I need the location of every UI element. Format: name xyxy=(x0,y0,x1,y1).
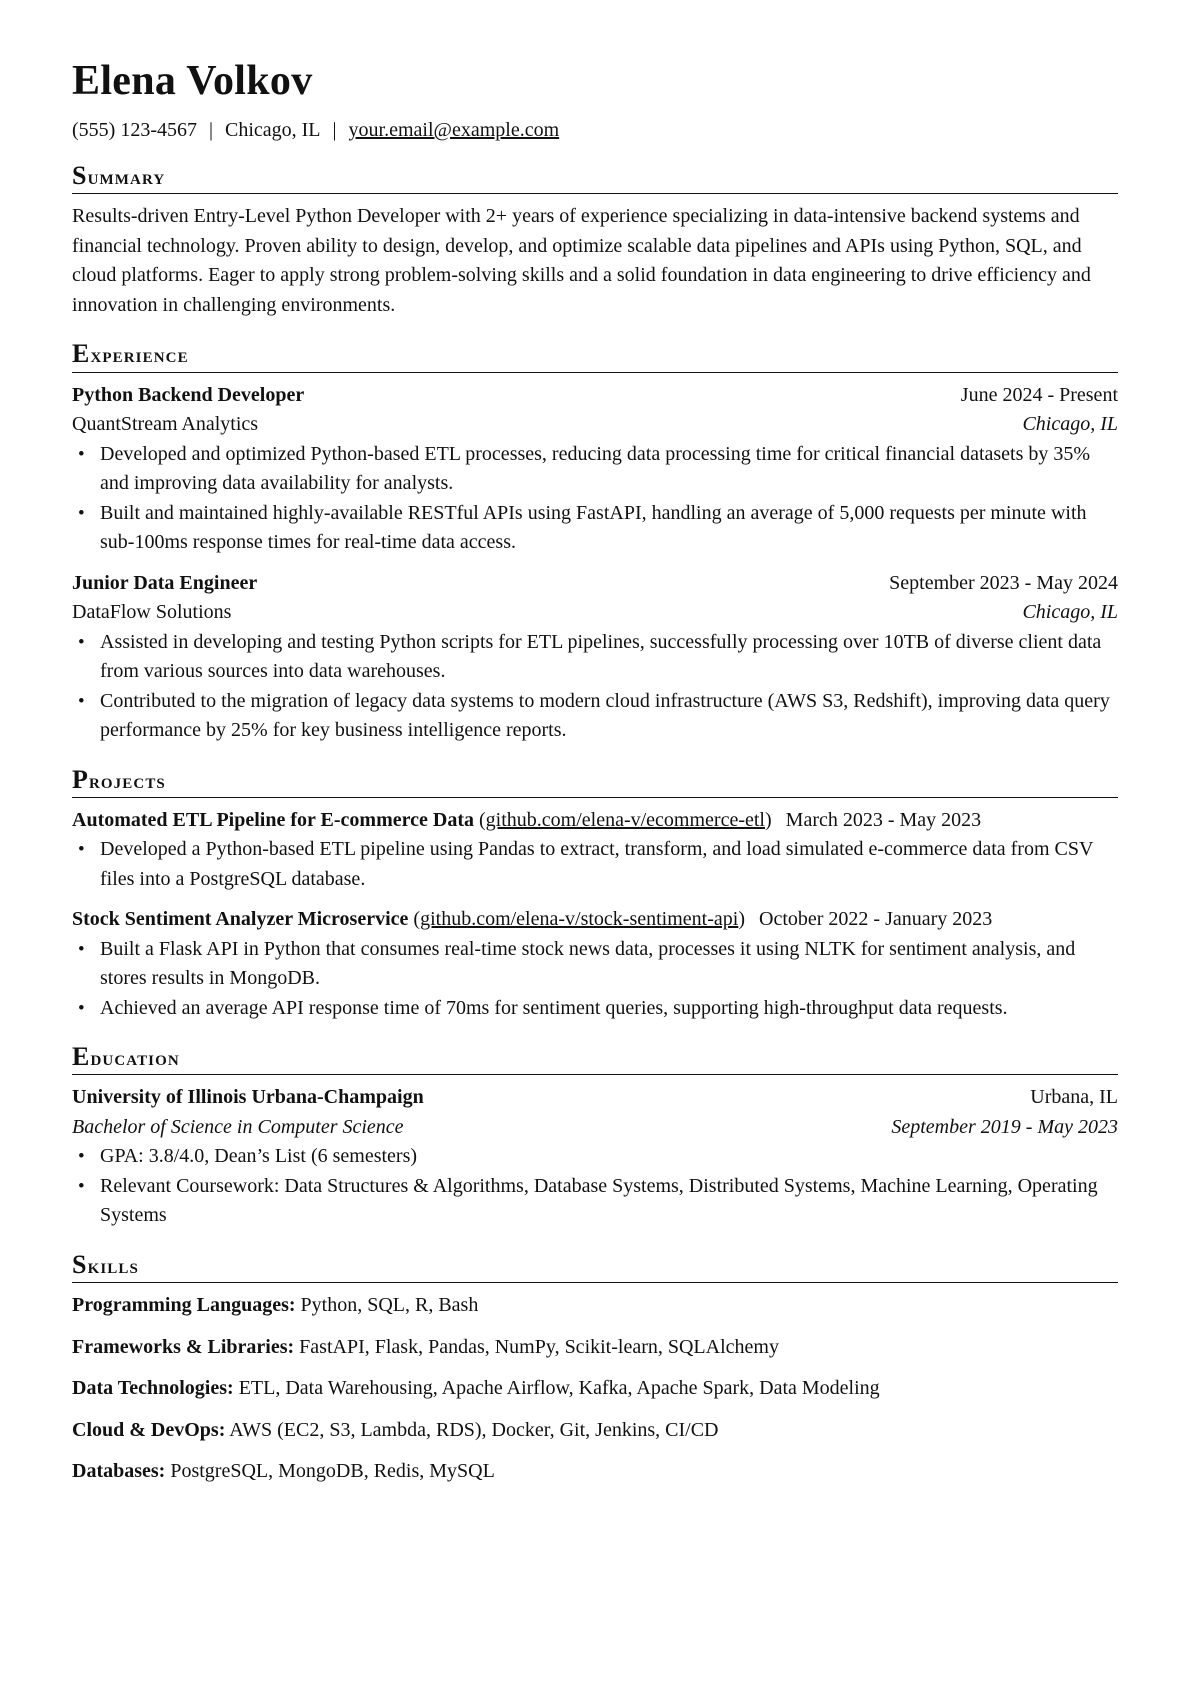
summary-text: Results-driven Entry-Level Python Developer with 2+ years of experience specializing in data-intensive backend systems and financial technology. Proven ability to design, develop, and optimize scalable data pipelines and APIs using Python, SQL, and cloud platforms. Eager to apply strong problem-solving skills and a solid foundation in data engineering to drive efficiency and innovation in challenging environments. xyxy=(72,205,1091,316)
skill-label: Databases: xyxy=(72,1460,166,1483)
location: Chicago, IL xyxy=(225,119,321,142)
education-dates: September 2019 - May 2023 xyxy=(891,1115,1118,1138)
list-item: • Contributed to the migration of legacy data systems to modern cloud infrastructure (AWS S3, Redshift), improving data query performance by 25% for key business intelligence reports. xyxy=(72,687,1118,746)
skill-value: Python, SQL, R, Bash xyxy=(300,1294,479,1317)
skill-line xyxy=(72,1291,1118,1321)
contact-separator: | xyxy=(332,119,337,142)
skill-label: Frameworks & Libraries: xyxy=(72,1335,295,1358)
job-company: DataFlow Solutions xyxy=(72,601,232,624)
contact-line xyxy=(72,118,1118,142)
skill-label: Data Technologies: xyxy=(72,1377,234,1400)
skill-label: Cloud & DevOps: xyxy=(72,1418,226,1441)
education-bullets xyxy=(72,1142,1118,1231)
job-location: Chicago, IL xyxy=(1022,601,1118,624)
contact-separator: | xyxy=(208,119,213,142)
job-dates: September 2023 - May 2024 xyxy=(889,571,1118,594)
project-entry xyxy=(72,905,1118,1023)
project-name: Automated ETL Pipeline for E-commerce Data xyxy=(72,808,474,831)
summary-section xyxy=(72,160,1118,320)
skill-line xyxy=(72,1374,1118,1404)
job-role: Junior Data Engineer xyxy=(72,571,258,594)
list-item: • GPA: 3.8/4.0, Dean’s List (6 semesters) xyxy=(72,1142,1118,1172)
skill-value: AWS (EC2, S3, Lambda, RDS), Docker, Git, Jenkins, CI/CD xyxy=(229,1418,719,1441)
candidate-name: Elena Volkov xyxy=(72,58,313,104)
education-entry xyxy=(72,1083,1118,1231)
job-bullets xyxy=(72,440,1118,558)
section-title-projects: Projects xyxy=(72,764,1118,798)
education-section xyxy=(72,1041,1118,1231)
list-item: • Relevant Coursework: Data Structures & Algorithms, Database Systems, Distributed Systems, Machine Learning, Operating Systems xyxy=(72,1172,1118,1231)
skill-label: Programming Languages: xyxy=(72,1294,296,1317)
skill-value: FastAPI, Flask, Pandas, NumPy, Scikit-learn, SQLAlchemy xyxy=(299,1335,779,1358)
phone: (555) 123-4567 xyxy=(72,119,197,142)
project-entry xyxy=(72,806,1118,895)
school-name: University of Illinois Urbana-Champaign xyxy=(72,1086,424,1109)
skill-value: PostgreSQL, MongoDB, Redis, MySQL xyxy=(170,1460,495,1483)
project-header: Stock Sentiment Analyzer Microservice (github.com/elena-v/stock-sentiment-api) October 2022 - January 2023 xyxy=(72,908,993,931)
list-item: • Developed and optimized Python-based ETL processes, reducing data processing time for critical financial datasets by 35% and improving data availability for analysts. xyxy=(72,440,1118,499)
section-title-education: Education xyxy=(72,1041,1118,1075)
project-link[interactable]: github.com/elena-v/stock-sentiment-api xyxy=(420,908,739,931)
list-item: • Achieved an average API response time of 70ms for sentiment queries, supporting high-throughput data requests. xyxy=(72,994,1118,1024)
experience-section xyxy=(72,338,1118,745)
job-bullets xyxy=(72,628,1118,746)
skill-line xyxy=(72,1457,1118,1487)
skill-line xyxy=(72,1416,1118,1446)
degree: Bachelor of Science in Computer Science xyxy=(72,1115,404,1138)
section-title-summary: Summary xyxy=(72,160,1118,194)
project-dates: March 2023 - May 2023 xyxy=(785,808,982,831)
project-link[interactable]: github.com/elena-v/ecommerce-etl xyxy=(485,808,765,831)
job-role: Python Backend Developer xyxy=(72,383,305,406)
skills-list xyxy=(72,1291,1118,1487)
project-dates: October 2022 - January 2023 xyxy=(759,908,993,931)
projects-section xyxy=(72,764,1118,1024)
job-entry xyxy=(72,569,1118,746)
skill-line xyxy=(72,1333,1118,1363)
email-link[interactable]: your.email@example.com xyxy=(348,119,560,142)
project-bullets xyxy=(72,935,1118,1024)
project-bullets xyxy=(72,835,1118,894)
list-item: • Built and maintained highly-available RESTful APIs using FastAPI, handling an average of 5,000 requests per minute with sub-100ms response times for real-time data access. xyxy=(72,499,1118,558)
project-header: Automated ETL Pipeline for E-commerce Data (github.com/elena-v/ecommerce-etl) March 2023 - May 2023 xyxy=(72,808,982,831)
skill-value: ETL, Data Warehousing, Apache Airflow, Kafka, Apache Spark, Data Modeling xyxy=(238,1377,880,1400)
list-item: • Assisted in developing and testing Python scripts for ETL pipelines, successfully processing over 10TB of diverse client data from various sources into data warehouses. xyxy=(72,628,1118,687)
skills-section xyxy=(72,1249,1118,1487)
job-dates: June 2024 - Present xyxy=(960,383,1118,406)
job-entry xyxy=(72,381,1118,558)
section-title-skills: Skills xyxy=(72,1249,1118,1283)
list-item: • Developed a Python-based ETL pipeline using Pandas to extract, transform, and load simulated e-commerce data from CSV files into a PostgreSQL database. xyxy=(72,835,1118,894)
job-location: Chicago, IL xyxy=(1022,413,1118,436)
section-title-experience: Experience xyxy=(72,338,1118,372)
school-location: Urbana, IL xyxy=(1030,1086,1118,1109)
project-name: Stock Sentiment Analyzer Microservice xyxy=(72,908,409,931)
list-item: • Built a Flask API in Python that consumes real-time stock news data, processes it using NLTK for sentiment analysis, and stores results in MongoDB. xyxy=(72,935,1118,994)
job-company: QuantStream Analytics xyxy=(72,413,259,436)
